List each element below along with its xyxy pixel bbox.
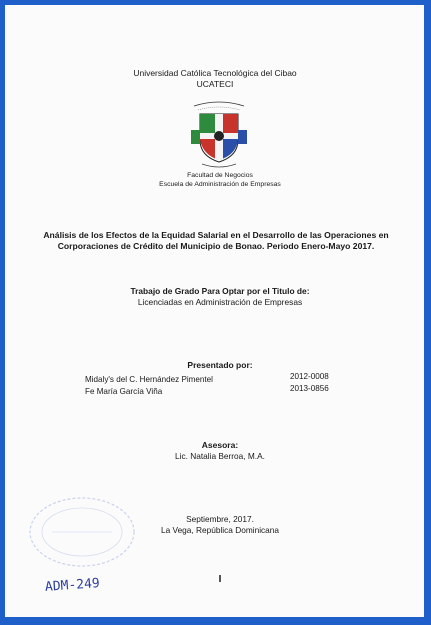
author-id: 2012-0008 [290, 372, 329, 381]
author-id: 2013-0856 [290, 384, 329, 393]
presented-by-heading: Presentado por: [187, 360, 253, 370]
school-name: Escuela de Administración de Empresas [159, 181, 281, 188]
author-name: Midaly's del C. Hernández Pimentel [85, 375, 213, 384]
document-page [5, 5, 424, 617]
faculty-block [125, 171, 315, 189]
submission-date: Septiembre, 2017. [186, 514, 254, 524]
university-header [115, 68, 315, 90]
faculty-name: Facultad de Negocios [187, 172, 253, 179]
degree-purpose-line2: Licenciadas en Administración de Empresas [137, 297, 303, 307]
degree-purpose [90, 286, 350, 308]
submission-place: La Vega, República Dominicana [160, 525, 280, 535]
university-name: Universidad Católica Tecnológica del Cibao [133, 68, 297, 78]
advisor-name: Lic. Natalia Berroa, M.A. [175, 451, 265, 461]
handwritten-catalog-code: ADM-249 [44, 576, 101, 595]
thesis-title: Análisis de los Efectos de la Equidad Salarial en el Desarrollo de las Operaciones en Corporaciones de Crédito del Municipio de Bonao. Periodo Enero-Mayo 2017. [43, 230, 389, 251]
date-place-block [135, 514, 305, 536]
degree-purpose-line1: Trabajo de Grado Para Optar por el Titulo de: [130, 286, 310, 296]
author-name: Fe María García Viña [85, 387, 163, 396]
faded-library-stamp [27, 493, 137, 571]
university-acronym: UCATECI [196, 79, 234, 89]
advisor-heading: Asesora: [201, 440, 239, 450]
university-crest-logo [188, 100, 250, 170]
ink-mark [219, 575, 221, 582]
